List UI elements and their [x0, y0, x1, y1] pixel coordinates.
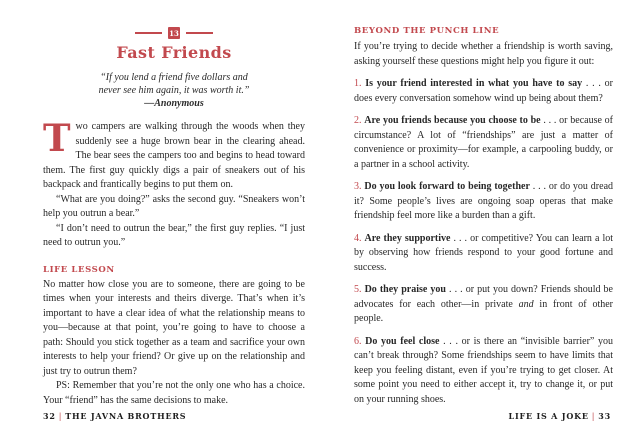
- right-page-number: 33: [598, 411, 611, 421]
- question-1-number: 1.: [354, 78, 362, 89]
- question-5-rest: . . . or put you down? Friends should be advocates for each other—in private: [354, 284, 613, 310]
- ornament-rule-right: [186, 32, 213, 34]
- question-5-lead: Do they praise you: [364, 284, 446, 295]
- left-footer-separator: |: [58, 412, 63, 421]
- question-item-2: [354, 114, 613, 172]
- question-4-rest: . . . or competitive? You can learn a lot by observing how friends respond to your good fortune and success.: [354, 232, 614, 273]
- beyond-punch-line-heading: BEYOND THE PUNCH LINE: [354, 26, 500, 36]
- right-footer-separator: |: [591, 412, 596, 421]
- epigraph-line-1: “If you lend a friend five dollars and: [100, 72, 248, 83]
- left-page-number: 32: [43, 411, 56, 421]
- question-1-lead: Is your friend interested in what you have to say: [365, 78, 583, 89]
- question-item-1: [354, 77, 613, 106]
- question-item-6: [354, 335, 613, 408]
- question-6-rest: . . . or is there an “invisible barrier” you can’t break through? Some friendships seem to have limits that keep you feeling distant, even if you’re trying to get closer. At some point you need to either accept it, try to change it, or put on your running shoes.: [354, 335, 614, 405]
- question-3-number: 3.: [354, 181, 362, 192]
- question-3-rest: . . . or do you dread it? Some people’s lives are ongoing soap operas that make friendship feel more like a burden than a gift.: [354, 181, 614, 221]
- left-page: [43, 0, 305, 441]
- right-page: [354, 0, 613, 441]
- life-lesson-paragraph-1: No matter how close you are to someone, there are going to be times when your interests and theirs diverge. That’s when it’s important to have a clear idea of what the relationship means to you—because at that point, you’re going to have to choose a path: Should you stick together as a team and sacrifice your own interests to help your friend? Or give up on the relationship and just try to outrun them?: [43, 278, 305, 377]
- question-1-rest: . . . or does every conversation somehow wind up being about them?: [354, 78, 613, 104]
- question-item-3: [354, 180, 613, 224]
- question-2-lead: Are you friends because you choose to be: [364, 115, 541, 126]
- life-lesson-paragraph-2: PS: Remember that you’re not the only one who has a choice. Your “friend” has the same decisions to make.: [43, 380, 305, 406]
- question-5-tail: in front of other people.: [354, 298, 613, 324]
- story-paragraph-1: [43, 116, 305, 193]
- questions-text: [354, 40, 613, 407]
- question-5-italic: and: [518, 298, 534, 310]
- epigraph-attribution: —Anonymous: [144, 98, 204, 109]
- ornament-rule-left: [135, 32, 162, 34]
- question-4-number: 4.: [354, 232, 362, 244]
- questions-intro: If you’re trying to decide whether a friendship is worth saving, asking yourself these questions might help you figure it out:: [354, 41, 613, 67]
- left-running-title: THE JAVNA BROTHERS: [65, 411, 187, 421]
- question-5-number: 5.: [354, 284, 362, 295]
- story-paragraph-2: “What are you doing?” asks the second guy. “Sneakers won’t help you outrun a bear.”: [43, 193, 305, 219]
- epigraph: [43, 71, 305, 110]
- chapter-number-badge: 13: [169, 28, 179, 38]
- question-6-lead: Do you feel close: [365, 335, 440, 347]
- question-6-number: 6.: [354, 335, 362, 347]
- question-item-5: [354, 283, 613, 327]
- life-lesson-heading: LIFE LESSON: [43, 264, 115, 275]
- right-running-title: LIFE IS A JOKE: [508, 411, 589, 421]
- story-paragraph-1-text: wo campers are walking through the woods when they suddenly see a huge brown bear in the clearing ahead. The bear sees the campers too and begins to head toward them. The first guy quickly digs a pair of sneakers out of his backpack and frantically begins to put them on.: [43, 121, 305, 190]
- question-item-4: [354, 232, 613, 276]
- right-page-footer: [509, 411, 611, 421]
- chapter-title: Fast Friends: [116, 43, 232, 62]
- question-2-rest: . . . or because of circumstance? A lot of “friendships” are just a matter of convenience or proximity—for example, a carpooling buddy, or a partner in a school activity.: [354, 115, 613, 170]
- life-lesson-text: [43, 278, 305, 409]
- chapter-ornament: [43, 27, 305, 39]
- question-4-lead: Are they supportive: [364, 232, 451, 244]
- story-text: [43, 116, 305, 251]
- question-2-number: 2.: [354, 115, 362, 126]
- story-paragraph-3: “I don’t need to outrun the bear,” the first guy replies. “I just need to outrun you.”: [43, 222, 305, 248]
- drop-cap: T: [43, 116, 71, 160]
- left-page-footer: [43, 411, 186, 421]
- question-3-lead: Do you look forward to being together: [364, 181, 530, 192]
- epigraph-line-2: never see him again, it was worth it.”: [98, 85, 250, 96]
